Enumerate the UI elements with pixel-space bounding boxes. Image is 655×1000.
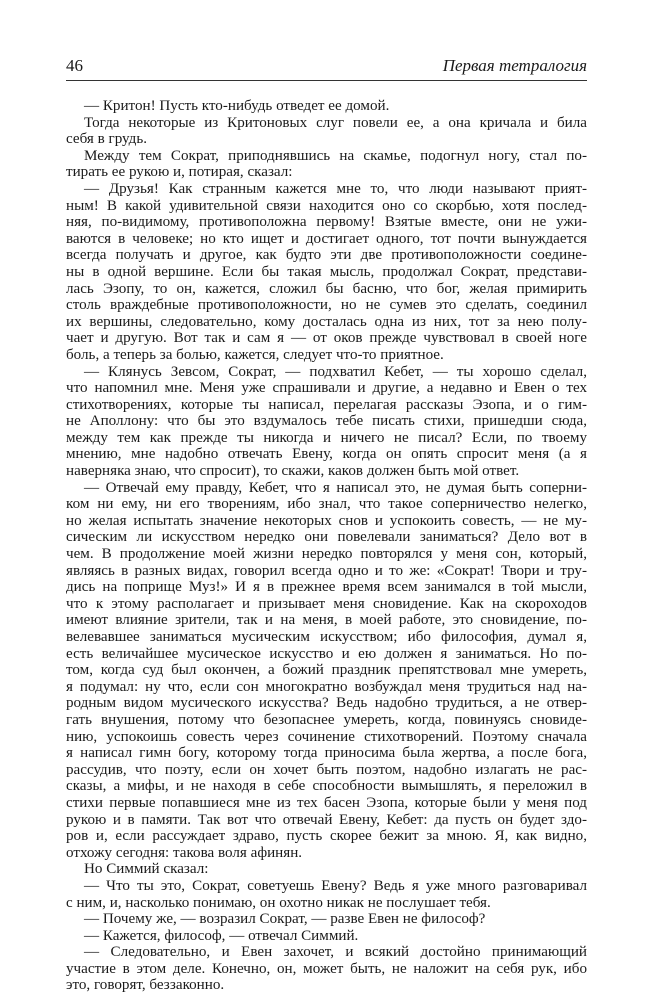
text-line: ным! В какой удивительной связи находится оно со скорбью, хотя послед-	[66, 197, 587, 214]
text-line: — Что ты это, Сократ, советуешь Евену? Ведь я уже много разговаривал	[84, 877, 587, 894]
text-line: родным видом мусического искусства? Ведь надобно трудиться, а не отвер-	[66, 695, 587, 712]
text-line: есть величайшее мусическое искусство и ею должен я заниматься. Но по-	[66, 645, 587, 662]
text-line: имеют влияние зрители, так и на меня, в моей работе, это сновидение, по-	[66, 612, 587, 629]
text-line: — Почему же, — возразил Сократ, — разве Евен не философ?	[84, 911, 486, 928]
text-line: дись на поприще Муз!» И я в прежнее время всем занимался в той мысли,	[66, 579, 587, 596]
text-line: но желая испытать значение некоторых снов и успокоить совесть, — не му-	[66, 512, 587, 529]
text-line: между тем как прежде ты никогда и ничего не писал? Если, по твоему	[66, 429, 587, 446]
text-line: это, говорят, беззаконно.	[66, 977, 225, 994]
text-line: Но Симмий сказал:	[84, 861, 209, 878]
text-line: что напомнил мне. Меня уже спрашивали и другие, а недавно и Евен о тех	[66, 380, 587, 397]
text-line: стихотворениях, которые ты написал, перелагая рассказы Эзопа, и о гим-	[66, 396, 587, 413]
text-line: что к этому располагает и призывает меня сновидение. Как на скороходов	[66, 595, 587, 612]
text-line: — Отвечай ему правду, Кебет, что я написал это, не думая быть соперни-	[84, 479, 587, 496]
text-line: стихи первые попавшиеся мне из тех басен Эзопа, которые были у меня под	[66, 794, 587, 811]
running-header	[66, 56, 587, 81]
text-line: гать внушения, потому что безопаснее умереть, когда, повинуясь сновиде-	[66, 711, 587, 728]
text-line: рукою и в памяти. Так вот что отвечай Евену, Кебет: да пусть он будет здо-	[66, 811, 587, 828]
text-line: с ним, и, насколько понимаю, он охотно никак не послушает тебя.	[66, 894, 491, 911]
text-line: их вершины, следовательно, кому досталась одна из них, тот за нею полу-	[66, 313, 587, 330]
text-line: рассудив, что поэту, если он хочет быть поэтом, надобно излагать не рас-	[66, 761, 587, 778]
text-line: — Критон! Пусть кто-нибудь отведет ее домой.	[84, 98, 390, 114]
text-line: всегда получать и другое, как будто эти две противоположности соедине-	[66, 247, 587, 264]
text-line: я подумал: ну что, если сон многократно возбуждал меня трудиться над на-	[66, 678, 587, 695]
text-line: себя в грудь.	[66, 131, 147, 148]
text-line: нию, успокоишь совесть через сочинение стихотворений. Поэтому сначала	[66, 728, 587, 745]
text-line: ком ни ему, ни его творениям, ибо знал, что такое соперничество нелегко,	[66, 496, 587, 513]
text-line: я написал гимн богу, которому тогда приносима была жертва, а после бога,	[66, 745, 587, 762]
text-line: лась Эзопу, то он, кажется, сложил бы басню, что бог, желая примирить	[66, 280, 587, 297]
text-line: отхожу сегодня: такова воля афинян.	[66, 844, 303, 861]
page-number: 46	[66, 56, 83, 75]
text-line: наверняка знаю, что спросит), то скажи, каков должен быть мой ответ.	[66, 463, 520, 480]
text-line: — Кажется, философ, — отвечал Симмий.	[84, 927, 359, 944]
text-line: ров и, если рассуждает здраво, пусть скорее бежит за мною. Я, как видно,	[66, 828, 587, 845]
running-title: Первая тетралогия	[442, 56, 587, 75]
text-line: сказы, а мифы, и не находя в себе способности вымышлять, я переложил в	[66, 778, 587, 795]
text-line: столь враждебные противоположности, но не сумев это сделать, соединил	[66, 297, 587, 314]
text-line: Между тем Сократ, приподнявшись на скамье, подогнул ногу, стал по-	[84, 147, 587, 164]
text-line: тирать ее рукою и, потирая, сказал:	[66, 164, 293, 181]
text-line: боль, а теперь за болью, кажется, следует что-то приятное.	[66, 346, 444, 363]
text-line: ны в одной вершине. Если бы такая мысль, продолжал Сократ, представи-	[66, 263, 587, 280]
text-line: участие в этом деле. Конечно, он, может быть, не наложит на себя рук, ибо	[66, 960, 587, 977]
text-line: — Друзья! Как странным кажется мне то, что люди называют прият-	[84, 180, 587, 197]
text-line: том, когда суд был окончен, а божий праздник препятствовал мне умереть,	[66, 662, 587, 679]
text-line: няя, по-видимому, противоположна первому! Взятые вместе, они не ужи-	[66, 214, 587, 231]
text-line: сическим ли искусством нередко они повелевали заниматься? Дело вот в	[66, 529, 587, 546]
text-line: ваются в человеке; но кто ищет и достигает одного, тот почти вынуждается	[66, 230, 587, 247]
text-line: мнению, мне надобно отвечать Евену, когда он опять спросит меня (а я	[66, 446, 587, 463]
text-line: — Следовательно, и Евен захочет, и всякий достойно принимающий	[84, 944, 587, 961]
text-line: не Аполлону: что бы это вздумалось тебе писать стихи, пришедши сюда,	[66, 413, 587, 430]
text-line: велевавшее заниматься мусическим искусством; ибо философия, думал я,	[66, 629, 587, 645]
text-line: Тогда некоторые из Критоновых слуг повели ее, а она кричала и била	[84, 114, 587, 131]
text-line: — Клянусь Зевсом, Сократ, — подхватил Кебет, — ты хорошо сделал,	[84, 363, 587, 380]
body-text	[66, 98, 587, 994]
text-line: являясь в разных видах, говорил всегда одно и то же: «Сократ! Твори и тру-	[66, 562, 587, 579]
text-line: чает и другую. Вот так и сам я — от оков прежде чувствовал в своей ноге	[66, 330, 587, 347]
text-line: чем. В продолжение моей жизни нередко повторялся у меня сон, который,	[66, 546, 587, 563]
